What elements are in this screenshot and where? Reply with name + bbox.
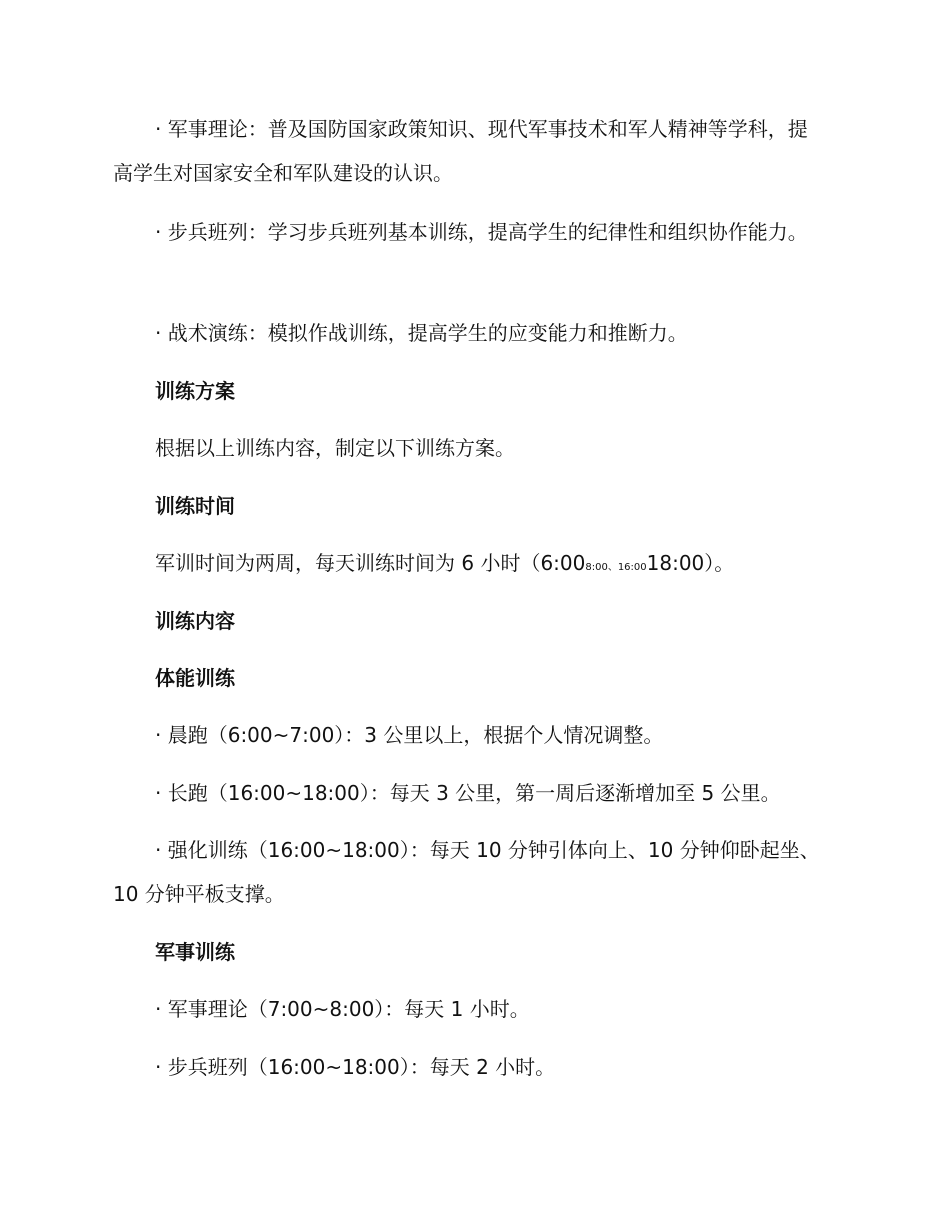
paragraph-long-run: · 长跑（16:00~18:00）：每天 3 公里，第一周后逐渐增加至 5 公里。 — [155, 781, 781, 805]
heading-training-time: 训练时间 — [155, 494, 235, 518]
paragraph-infantry-drill: · 步兵班列：学习步兵班列基本训练，提高学生的纪律性和组织协作能力。 — [155, 220, 808, 244]
training-time-prefix: 军训时间为两周，每天训练时间为 6 小时（6:00 — [155, 551, 586, 575]
paragraph-theory-schedule: · 军事理论（7:00~8:00）：每天 1 小时。 — [155, 997, 530, 1021]
heading-physical-training: 体能训练 — [155, 666, 235, 690]
training-time-small: 8:00、16:00 — [585, 562, 647, 573]
paragraph-military-theory: · 军事理论：普及国防国家政策知识、现代军事技术和军人精神等学科，提高学生对国家安全和军队建设的认识。 — [113, 117, 808, 185]
paragraph-strength-training: · 强化训练（16:00~18:00）：每天 10 分钟引体向上、10 分钟仰卧起坐、10 分钟平板支撑。 — [113, 838, 820, 906]
heading-military-training: 军事训练 — [155, 940, 235, 964]
paragraph-morning-run: · 晨跑（6:00~7:00）：3 公里以上，根据个人情况调整。 — [155, 723, 664, 747]
heading-training-plan: 训练方案 — [155, 379, 235, 403]
paragraph-training-time — [113, 541, 827, 585]
heading-training-content: 训练内容 — [155, 609, 235, 633]
paragraph-tactical-exercise: · 战术演练：模拟作战训练，提高学生的应变能力和推断力。 — [155, 321, 688, 345]
paragraph-drill-schedule: · 步兵班列（16:00~18:00）：每天 2 小时。 — [155, 1055, 556, 1079]
training-time-suffix: 18:00）。 — [646, 551, 735, 575]
paragraph-plan-intro: 根据以上训练内容，制定以下训练方案。 — [155, 436, 515, 460]
